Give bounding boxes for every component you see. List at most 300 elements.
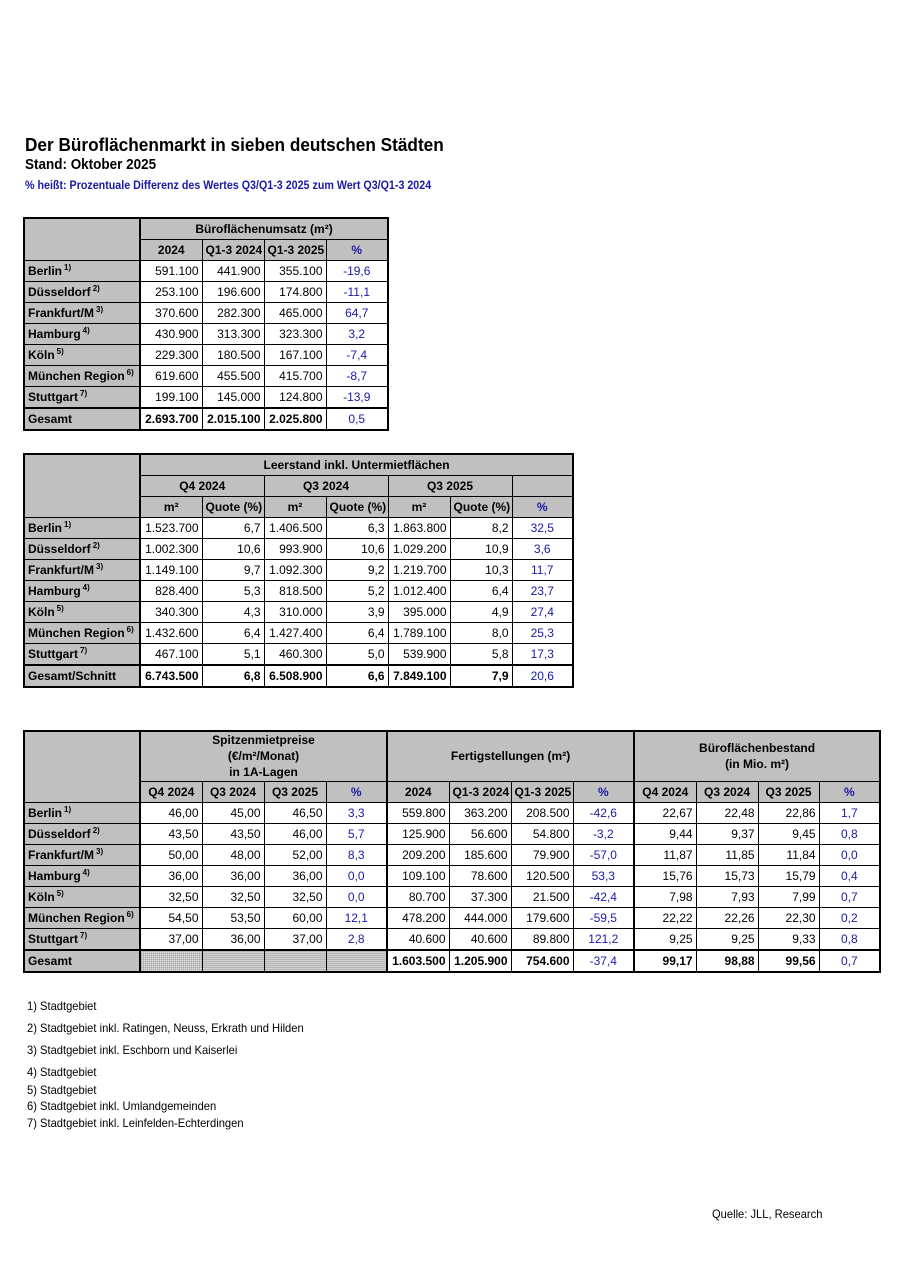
percent-cell: 0,2 bbox=[819, 907, 880, 928]
footnote-marker: 5) bbox=[56, 604, 64, 613]
value-cell: 208.500 bbox=[511, 802, 573, 823]
city-name: Frankfurt/M bbox=[28, 847, 94, 862]
value-cell: 5,1 bbox=[202, 644, 264, 666]
table-row bbox=[24, 303, 388, 324]
value-cell: 340.300 bbox=[140, 602, 202, 623]
value-cell: 48,00 bbox=[202, 844, 264, 865]
value-cell: 32,50 bbox=[264, 886, 326, 907]
table-row bbox=[24, 539, 573, 560]
value-cell: 22,86 bbox=[758, 802, 819, 823]
value-cell: 32,50 bbox=[202, 886, 264, 907]
footnote-marker: 3) bbox=[96, 846, 104, 856]
value-cell: 1.092.300 bbox=[264, 560, 326, 581]
table-row bbox=[24, 345, 388, 366]
value-cell: 9,25 bbox=[634, 928, 696, 950]
value-cell: 32,50 bbox=[140, 886, 202, 907]
percent-cell: -59,5 bbox=[573, 907, 634, 928]
value-cell: 5,2 bbox=[326, 581, 388, 602]
percent-cell: 12,1 bbox=[326, 907, 387, 928]
empty-hatched-cell bbox=[140, 950, 202, 972]
percent-cell: 3,3 bbox=[326, 802, 387, 823]
footnote: 6) Stadtgebiet inkl. Umlandgemeinden bbox=[27, 1099, 217, 1113]
value-cell: 1.523.700 bbox=[140, 518, 202, 539]
footnote-marker: 3) bbox=[96, 305, 104, 314]
table-row bbox=[24, 602, 573, 623]
footnote-marker: 6) bbox=[126, 909, 134, 919]
value-cell: 1.219.700 bbox=[388, 560, 450, 581]
row-label bbox=[24, 345, 140, 366]
table-row bbox=[24, 387, 388, 409]
value-cell: 455.500 bbox=[202, 366, 264, 387]
value-cell: 444.000 bbox=[449, 907, 511, 928]
percent-cell: -42,6 bbox=[573, 802, 634, 823]
total-row bbox=[24, 950, 880, 972]
column-header: % bbox=[512, 497, 573, 518]
value-cell: 54.800 bbox=[511, 823, 573, 844]
value-cell: 36,00 bbox=[202, 928, 264, 950]
footnote-marker: 1) bbox=[64, 520, 72, 529]
percent-cell: 5,7 bbox=[326, 823, 387, 844]
percent-cell: 25,3 bbox=[512, 623, 573, 644]
rent-header-line: Spitzenmietpreise bbox=[212, 733, 315, 748]
footnote-marker: 7) bbox=[80, 646, 88, 655]
value-cell: 46,00 bbox=[264, 823, 326, 844]
row-label bbox=[24, 928, 140, 950]
stock-header-line: (in Mio. m²) bbox=[725, 757, 790, 772]
city-name: Hamburg bbox=[28, 327, 81, 341]
percent-cell: -37,4 bbox=[573, 950, 634, 972]
table-row bbox=[24, 518, 573, 539]
value-cell: 37,00 bbox=[264, 928, 326, 950]
city-name: Stuttgart bbox=[28, 647, 78, 661]
value-cell: 6,3 bbox=[326, 518, 388, 539]
percent-cell: -8,7 bbox=[326, 366, 388, 387]
value-cell: 1.029.200 bbox=[388, 539, 450, 560]
value-cell: 7,9 bbox=[450, 665, 512, 687]
value-cell: 180.500 bbox=[202, 345, 264, 366]
percent-cell: 64,7 bbox=[326, 303, 388, 324]
value-cell: 1.603.500 bbox=[387, 950, 449, 972]
column-header: % bbox=[326, 781, 387, 802]
value-cell: 460.300 bbox=[264, 644, 326, 666]
value-cell: 8,2 bbox=[450, 518, 512, 539]
table-corner bbox=[24, 218, 140, 261]
table-row bbox=[24, 644, 573, 666]
footnote-marker: 6) bbox=[126, 625, 134, 634]
percent-cell: 8,3 bbox=[326, 844, 387, 865]
city-name: München Region bbox=[28, 626, 125, 640]
value-cell: 313.300 bbox=[202, 324, 264, 345]
percent-cell: -7,4 bbox=[326, 345, 388, 366]
footnote-marker: 1) bbox=[64, 263, 72, 272]
value-cell: 53,50 bbox=[202, 907, 264, 928]
rent-completions-stock-table bbox=[23, 730, 881, 973]
value-cell: 539.900 bbox=[388, 644, 450, 666]
value-cell: 9,44 bbox=[634, 823, 696, 844]
city-name: Köln bbox=[28, 889, 55, 904]
value-cell: 21.500 bbox=[511, 886, 573, 907]
value-cell: 22,26 bbox=[696, 907, 758, 928]
city-name: München Region bbox=[28, 910, 125, 925]
value-cell: 7,98 bbox=[634, 886, 696, 907]
value-cell: 36,00 bbox=[264, 865, 326, 886]
city-name: Gesamt bbox=[28, 953, 73, 968]
percent-cell: 0,4 bbox=[819, 865, 880, 886]
value-cell: 467.100 bbox=[140, 644, 202, 666]
city-name: Gesamt bbox=[28, 412, 73, 426]
value-cell: 11,85 bbox=[696, 844, 758, 865]
column-header: Q4 2024 bbox=[140, 781, 202, 802]
column-header: % bbox=[573, 781, 634, 802]
value-cell: 15,76 bbox=[634, 865, 696, 886]
value-cell: 120.500 bbox=[511, 865, 573, 886]
row-label bbox=[24, 518, 140, 539]
group-header: Leerstand inkl. Untermietflächen bbox=[140, 454, 573, 476]
table-row bbox=[24, 844, 880, 865]
table-row bbox=[24, 865, 880, 886]
column-header: Q3 2024 bbox=[696, 781, 758, 802]
city-name: Berlin bbox=[28, 521, 63, 535]
table-row bbox=[24, 282, 388, 303]
value-cell: 37.300 bbox=[449, 886, 511, 907]
column-header: m² bbox=[264, 497, 326, 518]
column-header: Quote (%) bbox=[450, 497, 512, 518]
value-cell: 478.200 bbox=[387, 907, 449, 928]
value-cell: 89.800 bbox=[511, 928, 573, 950]
row-label bbox=[24, 950, 140, 972]
column-header: Q3 2024 bbox=[202, 781, 264, 802]
table-row bbox=[24, 261, 388, 282]
value-cell: 78.600 bbox=[449, 865, 511, 886]
value-cell: 40.600 bbox=[387, 928, 449, 950]
value-cell: 6.743.500 bbox=[140, 665, 202, 687]
percent-cell: 11,7 bbox=[512, 560, 573, 581]
value-cell: 145.000 bbox=[202, 387, 264, 409]
value-cell: 4,3 bbox=[202, 602, 264, 623]
value-cell: 11,87 bbox=[634, 844, 696, 865]
value-cell: 253.100 bbox=[140, 282, 202, 303]
value-cell: 99,56 bbox=[758, 950, 819, 972]
value-cell: 9,25 bbox=[696, 928, 758, 950]
value-cell: 1.432.600 bbox=[140, 623, 202, 644]
rent-group-header bbox=[140, 731, 387, 781]
value-cell: 209.200 bbox=[387, 844, 449, 865]
value-cell: 174.800 bbox=[264, 282, 326, 303]
total-row bbox=[24, 665, 573, 687]
row-label bbox=[24, 886, 140, 907]
percent-cell: 53,3 bbox=[573, 865, 634, 886]
row-label bbox=[24, 665, 140, 687]
column-header: % bbox=[326, 240, 388, 261]
value-cell: 1.002.300 bbox=[140, 539, 202, 560]
value-cell: 6,4 bbox=[450, 581, 512, 602]
value-cell: 125.900 bbox=[387, 823, 449, 844]
table-corner bbox=[24, 731, 140, 802]
column-header: m² bbox=[140, 497, 202, 518]
value-cell: 15,79 bbox=[758, 865, 819, 886]
table-row bbox=[24, 823, 880, 844]
value-cell: 10,6 bbox=[326, 539, 388, 560]
page-title: Der Büroflächenmarkt in sieben deutschen Städten bbox=[25, 134, 444, 155]
value-cell: 1.406.500 bbox=[264, 518, 326, 539]
column-header: 2024 bbox=[140, 240, 202, 261]
value-cell: 1.205.900 bbox=[449, 950, 511, 972]
value-cell: 54,50 bbox=[140, 907, 202, 928]
value-cell: 1.012.400 bbox=[388, 581, 450, 602]
percent-cell: 2,8 bbox=[326, 928, 387, 950]
period-header: Q4 2024 bbox=[140, 476, 264, 497]
row-label bbox=[24, 408, 140, 430]
table-row bbox=[24, 560, 573, 581]
footnote: 7) Stadtgebiet inkl. Leinfelden-Echterdingen bbox=[27, 1116, 244, 1130]
city-name: Berlin bbox=[28, 264, 63, 278]
value-cell: 50,00 bbox=[140, 844, 202, 865]
value-cell: 4,9 bbox=[450, 602, 512, 623]
value-cell: 5,0 bbox=[326, 644, 388, 666]
value-cell: 619.600 bbox=[140, 366, 202, 387]
percent-cell: 17,3 bbox=[512, 644, 573, 666]
row-label bbox=[24, 865, 140, 886]
percent-cell: 20,6 bbox=[512, 665, 573, 687]
empty-hatched-cell bbox=[264, 950, 326, 972]
city-name: Frankfurt/M bbox=[28, 563, 94, 577]
value-cell: 98,88 bbox=[696, 950, 758, 972]
percent-cell: 0,0 bbox=[819, 844, 880, 865]
percent-cell: 32,5 bbox=[512, 518, 573, 539]
value-cell: 7,99 bbox=[758, 886, 819, 907]
value-cell: 818.500 bbox=[264, 581, 326, 602]
empty-hatched-cell bbox=[202, 950, 264, 972]
row-label bbox=[24, 560, 140, 581]
table-row bbox=[24, 907, 880, 928]
city-name: Frankfurt/M bbox=[28, 306, 94, 320]
value-cell: 52,00 bbox=[264, 844, 326, 865]
value-cell: 2.025.800 bbox=[264, 408, 326, 430]
value-cell: 36,00 bbox=[202, 865, 264, 886]
row-label bbox=[24, 907, 140, 928]
table-row bbox=[24, 623, 573, 644]
value-cell: 1.427.400 bbox=[264, 623, 326, 644]
percent-note: % heißt: Prozentuale Differenz des Wertes Q3/Q1-3 2025 zum Wert Q3/Q1-3 2024 bbox=[25, 180, 432, 192]
city-name: Düsseldorf bbox=[28, 542, 91, 556]
value-cell: 15,73 bbox=[696, 865, 758, 886]
footnote-marker: 3) bbox=[96, 562, 104, 571]
row-label bbox=[24, 844, 140, 865]
value-cell: 179.600 bbox=[511, 907, 573, 928]
footnote-marker: 5) bbox=[56, 347, 64, 356]
group-header: Büroflächenumsatz (m²) bbox=[140, 218, 388, 240]
value-cell: 109.100 bbox=[387, 865, 449, 886]
value-cell: 40.600 bbox=[449, 928, 511, 950]
city-name: Köln bbox=[28, 348, 55, 362]
percent-cell: 0,5 bbox=[326, 408, 388, 430]
value-cell: 1.149.100 bbox=[140, 560, 202, 581]
value-cell: 6,4 bbox=[326, 623, 388, 644]
table-row bbox=[24, 928, 880, 950]
table-row bbox=[24, 581, 573, 602]
column-header: Q3 2025 bbox=[758, 781, 819, 802]
value-cell: 10,3 bbox=[450, 560, 512, 581]
footnote-marker: 7) bbox=[80, 930, 88, 940]
footnote-marker: 6) bbox=[126, 368, 134, 377]
value-cell: 3,9 bbox=[326, 602, 388, 623]
footnote-marker: 1) bbox=[64, 804, 72, 814]
percent-cell: 0,8 bbox=[819, 928, 880, 950]
value-cell: 9,2 bbox=[326, 560, 388, 581]
value-cell: 6,6 bbox=[326, 665, 388, 687]
value-cell: 363.200 bbox=[449, 802, 511, 823]
value-cell: 43,50 bbox=[202, 823, 264, 844]
value-cell: 56.600 bbox=[449, 823, 511, 844]
row-label bbox=[24, 324, 140, 345]
value-cell: 196.600 bbox=[202, 282, 264, 303]
value-cell: 310.000 bbox=[264, 602, 326, 623]
city-name: Köln bbox=[28, 605, 55, 619]
value-cell: 828.400 bbox=[140, 581, 202, 602]
value-cell: 591.100 bbox=[140, 261, 202, 282]
row-label bbox=[24, 581, 140, 602]
value-cell: 6.508.900 bbox=[264, 665, 326, 687]
value-cell: 199.100 bbox=[140, 387, 202, 409]
city-name: München Region bbox=[28, 369, 125, 383]
office-take-up-table bbox=[23, 217, 389, 431]
city-name: Stuttgart bbox=[28, 390, 78, 404]
column-header: Q1-3 2024 bbox=[449, 781, 511, 802]
footnote-marker: 4) bbox=[82, 867, 90, 877]
value-cell: 370.600 bbox=[140, 303, 202, 324]
value-cell: 6,7 bbox=[202, 518, 264, 539]
percent-cell: -57,0 bbox=[573, 844, 634, 865]
value-cell: 9,37 bbox=[696, 823, 758, 844]
row-label bbox=[24, 644, 140, 666]
value-cell: 46,00 bbox=[140, 802, 202, 823]
total-row bbox=[24, 408, 388, 430]
city-name: Hamburg bbox=[28, 868, 81, 883]
period-header: Q3 2024 bbox=[264, 476, 388, 497]
value-cell: 8,0 bbox=[450, 623, 512, 644]
value-cell: 10,9 bbox=[450, 539, 512, 560]
value-cell: 80.700 bbox=[387, 886, 449, 907]
footnote-marker: 2) bbox=[92, 541, 100, 550]
value-cell: 22,67 bbox=[634, 802, 696, 823]
value-cell: 99,17 bbox=[634, 950, 696, 972]
row-label bbox=[24, 366, 140, 387]
percent-cell: 1,7 bbox=[819, 802, 880, 823]
footnote-marker: 4) bbox=[82, 583, 90, 592]
footnote-marker: 7) bbox=[80, 389, 88, 398]
source-note: Quelle: JLL, Research bbox=[712, 1207, 823, 1221]
percent-cell: 0,7 bbox=[819, 886, 880, 907]
value-cell: 2.693.700 bbox=[140, 408, 202, 430]
percent-cell: -19,6 bbox=[326, 261, 388, 282]
vacancy-table bbox=[23, 453, 574, 688]
value-cell: 465.000 bbox=[264, 303, 326, 324]
value-cell: 167.100 bbox=[264, 345, 326, 366]
value-cell: 415.700 bbox=[264, 366, 326, 387]
value-cell: 37,00 bbox=[140, 928, 202, 950]
percent-cell: 0,0 bbox=[326, 865, 387, 886]
table-row bbox=[24, 886, 880, 907]
value-cell: 395.000 bbox=[388, 602, 450, 623]
city-name: Gesamt/Schnitt bbox=[28, 669, 117, 683]
value-cell: 323.300 bbox=[264, 324, 326, 345]
footnote: 4) Stadtgebiet bbox=[27, 1065, 97, 1079]
value-cell: 993.900 bbox=[264, 539, 326, 560]
row-label bbox=[24, 282, 140, 303]
city-name: Düsseldorf bbox=[28, 826, 91, 841]
percent-cell: 23,7 bbox=[512, 581, 573, 602]
value-cell: 22,48 bbox=[696, 802, 758, 823]
value-cell: 9,33 bbox=[758, 928, 819, 950]
percent-cell: 121,2 bbox=[573, 928, 634, 950]
table-row bbox=[24, 366, 388, 387]
footnote: 5) Stadtgebiet bbox=[27, 1083, 97, 1097]
value-cell: 430.900 bbox=[140, 324, 202, 345]
column-header: Quote (%) bbox=[326, 497, 388, 518]
column-header: m² bbox=[388, 497, 450, 518]
table-row bbox=[24, 802, 880, 823]
column-header: Q1-3 2024 bbox=[202, 240, 264, 261]
value-cell: 7,93 bbox=[696, 886, 758, 907]
percent-cell: 3,6 bbox=[512, 539, 573, 560]
column-header: % bbox=[819, 781, 880, 802]
value-cell: 124.800 bbox=[264, 387, 326, 409]
value-cell: 43,50 bbox=[140, 823, 202, 844]
value-cell: 6,4 bbox=[202, 623, 264, 644]
row-label bbox=[24, 387, 140, 409]
value-cell: 46,50 bbox=[264, 802, 326, 823]
percent-cell: -42,4 bbox=[573, 886, 634, 907]
footnote-marker: 5) bbox=[56, 888, 64, 898]
completions-group-header: Fertigstellungen (m²) bbox=[387, 731, 634, 781]
value-cell: 5,3 bbox=[202, 581, 264, 602]
city-name: Düsseldorf bbox=[28, 285, 91, 299]
value-cell: 10,6 bbox=[202, 539, 264, 560]
value-cell: 5,8 bbox=[450, 644, 512, 666]
column-header: Q1-3 2025 bbox=[264, 240, 326, 261]
table-row bbox=[24, 324, 388, 345]
footnote-marker: 4) bbox=[82, 326, 90, 335]
column-header: Q3 2025 bbox=[264, 781, 326, 802]
row-label bbox=[24, 303, 140, 324]
row-label bbox=[24, 539, 140, 560]
percent-cell: 0,8 bbox=[819, 823, 880, 844]
column-header: Q1-3 2025 bbox=[511, 781, 573, 802]
footnote: 2) Stadtgebiet inkl. Ratingen, Neuss, Erkrath und Hilden bbox=[27, 1021, 304, 1035]
empty-hatched-cell bbox=[326, 950, 387, 972]
percent-cell: -11,1 bbox=[326, 282, 388, 303]
city-name: Berlin bbox=[28, 805, 63, 820]
footnote: 1) Stadtgebiet bbox=[27, 999, 97, 1013]
value-cell: 36,00 bbox=[140, 865, 202, 886]
value-cell: 229.300 bbox=[140, 345, 202, 366]
value-cell: 6,8 bbox=[202, 665, 264, 687]
value-cell: 60,00 bbox=[264, 907, 326, 928]
row-label bbox=[24, 623, 140, 644]
value-cell: 559.800 bbox=[387, 802, 449, 823]
value-cell: 1.789.100 bbox=[388, 623, 450, 644]
value-cell: 355.100 bbox=[264, 261, 326, 282]
percent-cell: 0,7 bbox=[819, 950, 880, 972]
row-label bbox=[24, 602, 140, 623]
footnote: 3) Stadtgebiet inkl. Eschborn und Kaiserlei bbox=[27, 1043, 238, 1057]
value-cell: 185.600 bbox=[449, 844, 511, 865]
stock-group-header bbox=[634, 731, 880, 781]
footnote-marker: 2) bbox=[92, 284, 100, 293]
value-cell: 11,84 bbox=[758, 844, 819, 865]
percent-cell: 0,0 bbox=[326, 886, 387, 907]
row-label bbox=[24, 823, 140, 844]
